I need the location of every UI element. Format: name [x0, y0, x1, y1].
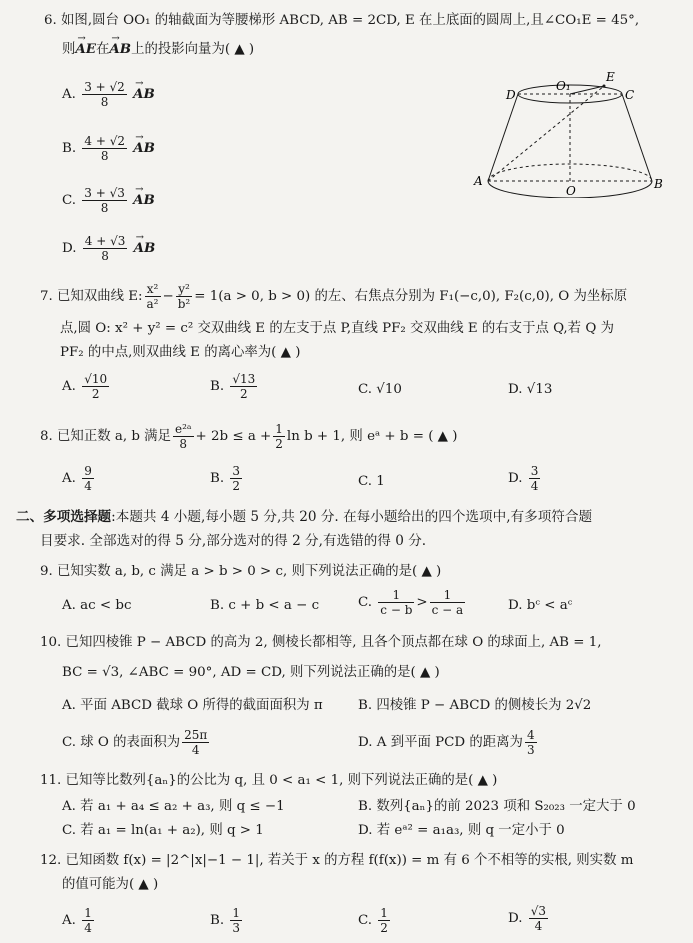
option-fraction: $\frac{9}{4}$ [84, 464, 92, 493]
q9-option-d[interactable]: D. bᶜ < aᶜ [508, 598, 573, 613]
q6-option-b[interactable] [62, 134, 155, 163]
q12-option-d[interactable] [508, 904, 550, 933]
q7-option-d[interactable] [508, 381, 552, 399]
option-vector: → AB [133, 85, 155, 103]
q10-option-c[interactable] [62, 728, 211, 757]
q8-option-a[interactable] [62, 464, 96, 493]
q6-option-c[interactable] [62, 186, 155, 215]
option-vector: → AB [133, 191, 155, 209]
q6-stem-line1: 6. 如图,圆台 OO₁ 的轴截面为等腰梯形 ABCD, AB = 2CD, E 在上底面的圆周上,且∠CO₁E = 45°, [44, 13, 640, 28]
q8-option-d[interactable] [508, 464, 542, 493]
label-e: E [606, 70, 615, 84]
q9-stem: 9. 已知实数 a, b, c 满足 a > b > 0 > c, 则下列说法正确的是( ▲ ) [40, 564, 442, 579]
label-o: O [566, 184, 576, 198]
q9-option-c[interactable] [358, 588, 467, 617]
q8-stem [40, 422, 457, 451]
q11-stem: 11. 已知等比数列{aₙ}的公比为 q, 且 0 < a₁ < 1, 则下列说法正确的是( ▲ ) [40, 773, 498, 788]
option-fraction: $\frac{4}{3}$ [526, 728, 535, 757]
q12-stem-line2: 的值可能为( ▲ ) [62, 877, 159, 892]
q8-post: ln b + 1, 则 eᵃ + b = ( ▲ ) [286, 429, 458, 444]
option-label: A. [62, 913, 76, 928]
label-d: D [506, 88, 516, 102]
q7-frac-x: $\frac{\text{x²}}{\text{a²}}$ [146, 282, 159, 311]
option-text: √13 [526, 382, 553, 397]
q12-option-a[interactable] [62, 906, 96, 935]
q11-option-d[interactable]: D. 若 eᵃ² = a₁a₃, 则 q 一定小于 0 [358, 823, 565, 838]
section2-title: 二、多项选择题 [16, 509, 112, 525]
q11-option-c[interactable]: C. 若 a₁ = ln(a₁ + a₂), 则 q > 1 [62, 823, 264, 838]
option-fraction: $\frac{1}{2}$ [380, 906, 388, 935]
q9-option-b[interactable]: B. c + b < a − c [210, 598, 320, 613]
q7-pre: 7. 已知双曲线 E: [40, 289, 143, 304]
option-vector: → AB [133, 139, 155, 157]
q7-stem-line3: PF₂ 的中点,则双曲线 E 的离心率为( ▲ ) [60, 345, 301, 360]
q11-option-a[interactable]: A. 若 a₁ + a₄ ≤ a₂ + a₃, 则 q ≤ −1 [62, 799, 285, 814]
q6-option-d[interactable] [62, 234, 155, 263]
q7-stem-line2: 点,圆 O: x² + y² = c² 交双曲线 E 的左支于点 P,直线 PF₂ 交双曲线 E 的右支于点 Q,若 Q 为 [60, 321, 614, 336]
q9-option-a[interactable]: A. ac < bc [62, 598, 132, 613]
option-text: √10 [376, 382, 402, 397]
option-text: D. A 到平面 PCD 的距离为 [358, 735, 523, 750]
q6-vec-ae: → AE [75, 40, 96, 58]
point-e [603, 85, 606, 88]
q10-option-d[interactable] [358, 728, 539, 757]
option-label: C. [62, 193, 77, 208]
option-fraction: $\frac{4 + √2}{8}$ [84, 134, 125, 163]
q6-stem-pre: 则 [62, 42, 76, 57]
q7-option-a[interactable] [62, 372, 111, 401]
option-label: D. [508, 911, 523, 926]
q12-option-b[interactable] [210, 906, 244, 935]
q12-option-c[interactable] [358, 906, 392, 935]
option-fraction: $\frac{1}{4}$ [84, 906, 92, 935]
option-vector: → AB [134, 239, 156, 257]
q8-frac-e: $\frac{\text{e²ᵃ}}{8}$ [174, 422, 192, 451]
q7-option-c[interactable] [358, 381, 402, 399]
option-label: D. [62, 241, 77, 256]
option-text: C. 球 O 的表面积为 [62, 735, 181, 750]
label-c: C [625, 88, 635, 102]
q7-option-b[interactable] [210, 372, 259, 401]
option-label: D. [508, 382, 523, 397]
q10-stem-line2: BC = √3, ∠ABC = 90°, AD = CD, 则下列说法正确的是( ▲ ) [62, 665, 440, 680]
option-fraction: $\frac{3}{4}$ [530, 464, 539, 493]
q8-mid: + 2b ≤ a + [195, 429, 272, 444]
q6-vec-ab: → AB [109, 40, 131, 58]
q8-option-b[interactable] [210, 464, 244, 493]
q8-frac-half: $\frac{1}{2}$ [275, 422, 283, 451]
segment-o1e [570, 86, 604, 94]
option-fraction-1: $\frac{1}{c - b}$ [380, 588, 413, 617]
option-fraction-2: $\frac{1}{c - a}$ [431, 588, 464, 617]
section2-header-line2: 目要求. 全部选对的得 5 分,部分选对的得 2 分,有选错的得 0 分. [40, 533, 427, 549]
option-label: B. [210, 471, 225, 486]
option-fraction: $\frac{1}{3}$ [232, 906, 241, 935]
q10-stem-line1: 10. 已知四棱锥 P − ABCD 的高为 2, 侧棱长都相等, 且各个顶点都在球 O 的球面上, AB = 1, [40, 635, 602, 650]
q7-post: = 1(a > 0, b > 0) 的左、右焦点分别为 F₁(−c,0), F₂(c,0), O 为坐标原 [194, 289, 628, 304]
option-label: A. [62, 379, 76, 394]
option-fraction: $\frac{25\pi}{4}$ [184, 728, 208, 757]
q10-option-a[interactable]: A. 平面 ABCD 截球 O 所得的截面面积为 π [62, 698, 323, 713]
option-label: C. [358, 913, 373, 928]
q11-option-b[interactable]: B. 数列{aₙ}的前 2023 项和 S₂₀₂₃ 一定大于 0 [358, 799, 636, 814]
label-a: A [474, 174, 483, 188]
option-label: C. [358, 474, 373, 489]
q10-option-b[interactable]: B. 四棱锥 P − ABCD 的侧棱长为 2√2 [358, 698, 592, 713]
option-fraction: $\frac{√13}{2}$ [232, 372, 256, 401]
side-right [622, 94, 652, 181]
q8-pre: 8. 已知正数 a, b 满足 [40, 429, 171, 444]
option-label: C. [358, 595, 373, 610]
q6-stem-post: 上的投影向量为( ▲ ) [131, 42, 255, 57]
frustum-figure [470, 68, 670, 198]
q7-minus: − [162, 289, 174, 304]
q12-stem-line1: 12. 已知函数 f(x) = |2^|x|−1 − 1|, 若关于 x 的方程 f(f(x)) = m 有 6 个不相等的实根, 则实数 m [40, 853, 634, 868]
option-label: D. [508, 471, 523, 486]
option-label: B. [210, 913, 225, 928]
option-fraction: $\frac{3 + √2}{8}$ [84, 80, 125, 109]
q7-frac-y: $\frac{\text{y²}}{\text{b²}}$ [177, 282, 191, 311]
option-text: 1 [376, 474, 385, 489]
option-label: B. [62, 141, 77, 156]
option-fraction: $\frac{√3}{4}$ [530, 904, 547, 933]
option-fraction: $\frac{4 + √3}{8}$ [84, 234, 126, 263]
q7-stem-line1 [40, 282, 627, 311]
label-o1: O₁ [556, 79, 571, 93]
option-label: C. [358, 382, 373, 397]
q6-option-a[interactable] [62, 80, 155, 109]
label-b: B [654, 177, 663, 191]
q8-option-c[interactable] [358, 473, 385, 491]
side-left [488, 94, 518, 181]
section2-instructions: :本题共 4 小题,每小题 5 分,共 20 分. 在每小题给出的四个选项中,有多项符合题 [111, 509, 593, 525]
q6-stem-mid: 在 [96, 42, 110, 57]
option-operator: > [416, 595, 428, 610]
option-label: B. [210, 379, 225, 394]
option-fraction: $\frac{√10}{2}$ [84, 372, 108, 401]
option-fraction: $\frac{3}{2}$ [232, 464, 241, 493]
section2-header-line1 [16, 508, 592, 527]
option-label: A. [62, 87, 76, 102]
option-label: A. [62, 471, 76, 486]
option-fraction: $\frac{3 + √3}{8}$ [84, 186, 125, 215]
q6-stem-line2 [62, 40, 254, 59]
